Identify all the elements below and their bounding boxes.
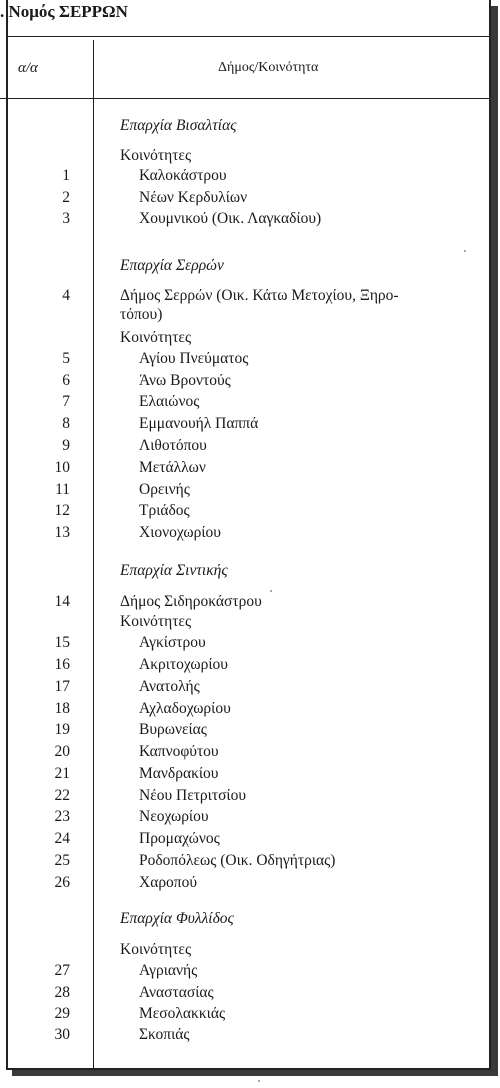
row-number: 30 — [54, 1026, 70, 1043]
row-number: 21 — [54, 765, 70, 782]
row-number: 10 — [54, 459, 70, 476]
row-number: 7 — [62, 393, 70, 410]
row-number: 26 — [54, 874, 70, 891]
row-number: 28 — [54, 984, 70, 1001]
list-item: Αχλαδοχωρίου — [139, 700, 231, 717]
row-number: 25 — [54, 852, 70, 869]
list-item: Καλοκάστρου — [139, 167, 227, 184]
row-number: 29 — [54, 1005, 70, 1022]
row-number: 13 — [54, 524, 70, 541]
row-number: 20 — [54, 743, 70, 760]
list-item: Χιονοχωρίου — [139, 524, 221, 541]
list-item: Αγκίστρου — [139, 634, 206, 651]
row-number: 1 — [62, 167, 70, 184]
section-heading: Επαρχία Βισαλτίας — [120, 117, 237, 134]
row-number: 19 — [54, 721, 70, 738]
group-label: Κοινότητες — [120, 613, 192, 630]
scan-speck — [464, 250, 466, 252]
row-number: 23 — [54, 808, 70, 825]
list-item: Σκοπιάς — [139, 1026, 190, 1043]
row-number: 14 — [54, 593, 70, 610]
list-item: Καπνοφύτου — [139, 743, 219, 760]
row-number: 4 — [62, 287, 70, 304]
row-number: 24 — [54, 830, 70, 847]
list-item: Αγίου Πνεύματος — [139, 350, 249, 367]
list-item: Αγριανής — [139, 962, 198, 979]
list-item: Εμμανουήλ Παππά — [139, 415, 259, 432]
list-item: Ροδοπόλεως (Οικ. Οδηγήτριας) — [139, 852, 336, 869]
list-item: Χαροπού — [139, 874, 198, 891]
page-shadow-bottom — [12, 1070, 498, 1076]
section-heading: Επαρχία Φυλλίδος — [120, 910, 234, 927]
row-number: 22 — [54, 787, 70, 804]
scan-speck — [270, 590, 272, 592]
list-item: Μανδρακίου — [139, 765, 219, 782]
group-label: Κοινότητες — [120, 147, 192, 164]
list-item: Ελαιώνος — [139, 393, 200, 410]
row-number: 11 — [55, 481, 70, 498]
row-number: 6 — [62, 372, 70, 389]
row-number: 3 — [62, 210, 70, 227]
list-item: Μετάλλων — [139, 459, 206, 476]
row-number: 15 — [54, 634, 70, 651]
column-header-number: α/α — [18, 60, 38, 76]
list-item: Ορεινής — [139, 481, 190, 498]
municipality-name: Δήμος Σιδηροκάστρου — [120, 593, 262, 610]
row-number: 2 — [62, 189, 70, 206]
row-number: 18 — [54, 700, 70, 717]
title-rule — [6, 36, 491, 37]
page-title: . Νομός ΣΕΡΡΩΝ — [0, 2, 128, 21]
row-number: 17 — [54, 678, 70, 695]
page-shadow-right — [491, 6, 498, 1076]
list-item: Βυρωνείας — [139, 721, 207, 738]
list-item: Προμαχώνος — [139, 830, 220, 847]
municipality-name-continued: τόπου) — [120, 306, 163, 323]
section-heading: Επαρχία Σερρών — [120, 257, 224, 274]
row-number: 16 — [54, 656, 70, 673]
list-item: Νέου Πετριτσίου — [139, 787, 247, 804]
group-label: Κοινότητες — [120, 329, 192, 346]
column-header-name: Δήμος/Κοινότητα — [218, 60, 319, 75]
row-number: 9 — [62, 437, 70, 454]
list-item: Νεοχωρίου — [139, 808, 209, 825]
header-rule — [0, 98, 491, 99]
section-heading: Επαρχία Σιντικής — [120, 562, 228, 579]
list-item: Χουμνικού (Οικ. Λαγκαδίου) — [139, 210, 322, 227]
list-item: Άνω Βροντούς — [139, 372, 231, 389]
scan-speck — [258, 1080, 260, 1082]
list-item: Ανατολής — [139, 678, 200, 695]
row-number: 5 — [62, 350, 70, 367]
column-divider — [93, 40, 94, 1068]
municipality-name: Δήμος Σερρών (Οικ. Κάτω Μετοχίου, Ξηρο- — [120, 287, 399, 304]
row-number: 27 — [54, 962, 70, 979]
list-item: Τριάδος — [139, 502, 190, 519]
list-item: Αναστασίας — [139, 984, 214, 1001]
list-item: Ακριτοχωρίου — [139, 656, 228, 673]
list-item: Λιθοτόπου — [139, 437, 207, 454]
row-number: 12 — [54, 502, 70, 519]
list-item: Νέων Κερδυλίων — [139, 189, 248, 206]
row-number: 8 — [62, 415, 70, 432]
list-item: Μεσολακκιάς — [139, 1005, 226, 1022]
group-label: Κοινότητες — [120, 941, 192, 958]
